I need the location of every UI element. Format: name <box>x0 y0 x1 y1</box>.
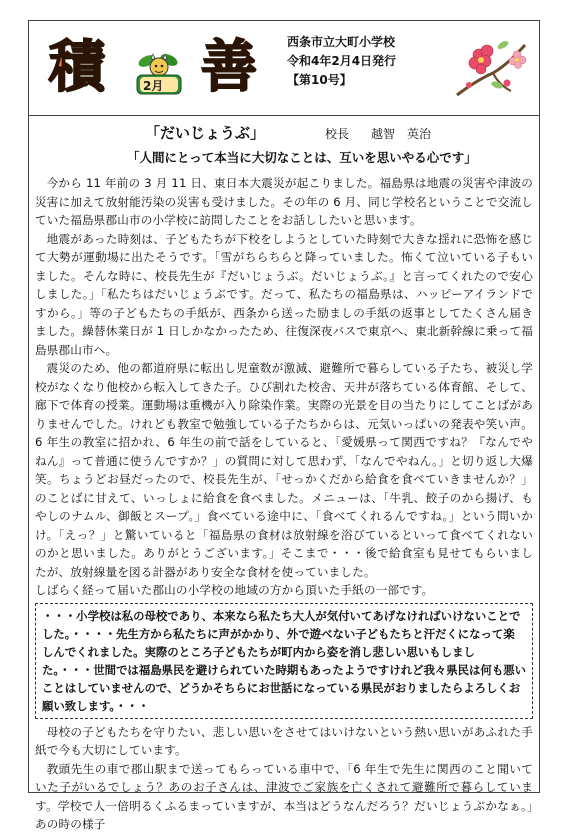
author-name: 越智 英治 <box>371 127 432 141</box>
issue-date: 令和4年2月4日発行 <box>287 54 397 68</box>
masthead <box>29 21 279 115</box>
paragraph: 母校の子どもたちを守りたい、悲しい思いをさせてはいけないという熱い思いがあふれた手紙で今も大切にしています。 <box>35 724 533 757</box>
article-author <box>325 125 453 142</box>
paragraph: 地震があった時刻は、子どもたちが下校をしようとしていた時刻で大きな揺れに恐怖を感じて大勢が運動場に出たそうです。「雪がちらちらと降っていました。怖くて泣いている子もいました。そんな時に、校長先生が『だいじょうぶ。だいじょうぶ。』と言ってくれたので安心しました。」「私たちはだいじょうぶです。だって、私たちの福島県は、ハッピーアイランドですから。」等の子どもたちの手紙が、西条から送った励ましの手紙の返事としてたくさん届きました。繰替休業日が 1 日しかなかったため、往復深夜バスで東京へ、東北新幹線に乗って福島県郡山市へ。 <box>35 231 533 357</box>
issue-number: 【第10号】 <box>287 73 352 87</box>
school-name: 西条市立大町小学校 <box>287 35 396 49</box>
newsletter-header <box>28 20 540 116</box>
article-subtitle: 「人間にとって本当に大切なことは、互いを思いやる心です」 <box>127 150 477 165</box>
article-title: 「だいじょうぶ」 <box>145 124 266 142</box>
paragraph: 今から 11 年前の 3 月 11 日、東日本大震災が起こりました。福島県は地震の災害や津波の災害に加えて放射能汚染の災害も受けました。その年の 6 月、同じ学校名ということで交流していた福島県郡山市の小学校に訪問したことをお話ししたいと思います。 <box>35 176 533 227</box>
principal-message <box>28 116 540 831</box>
masthead-kanji-right: 善 <box>201 34 257 100</box>
badge-month-label: 2月 <box>143 79 164 93</box>
paragraph: しばらく経って届いた郡山の小学校の地域の方から頂いた手紙の一部です。 <box>35 583 434 597</box>
letter-excerpt: ・・・小学校は私の母校であり、本来なら私たち大人が気付いてあげなければいけないことでした。・・・・先生方から私たちに声がかかり、外で遊べない子どもたちと汗だくになって楽しんでくれました。実際のところ子どもたちが町内から姿を消し悲しい思いもしました。・・・世間では福島県民を避けられていた時期もあったようですけれど我々県民は何も悪いことはしていませんので、どうかそちらにお世話になっている県民がおりましたらよろしくお願い致します。・・・ <box>35 603 533 719</box>
author-role: 校長 <box>325 127 350 141</box>
issue-info <box>287 33 447 90</box>
masthead-kanji-left: 積 <box>49 34 105 100</box>
paragraph: 震災のため、他の都道府県に転出し児童数が激減、避難所で暮らしている子たち、被災し学校がなくなり他校から転入してきた子。ひび割れた校舎、天井が落ちている体育館、そして、廊下で体育の授業。運動場は重機が入り除染作業。実際の光景を目の当たりにしてことばがありませんでした。けれども教室で勉強している子たちからは、元気いっぱいの発表や笑い声。6 年生の教室に招かれ、6 年生の前で話をしていると、「愛媛県って関西ですね？『なんでやねん』って普通に使うんですか？」の質問に対して思わず、「なんでやねん。」と切り返し大爆笑。ちょうどお昼だったので、校長先生が、「せっかくだから給食を食べていきませんか？」のことばに甘えて、いっしょに給食を食べました。メニューは、「牛乳、餃子のから揚げ、もやしのナムル、御飯とスープ。」食べている途中に、「食べてくれるんですね。」という問いかけ。「えっ？」と驚いていると「福島県の食材は放射線を浴びているといって食べてくれないのかと思いました。ありがとうございます。」そこまで・・・後で給食室も見せてもらいましたが、放射線量を図る計器があり安全な食材を使っていました。 <box>35 361 533 579</box>
paragraph: 教頭先生の車で郡山駅まで送ってもらっている車中で、「6 年生で先生に関西のこと聞いていた子がいるでしょう？あのお子さんは、津波でご家族を亡くされて避難所で暮らしています。学校で人一倍明るくふるまっていますが、本当はどうなんだろう？だいじょうぶかなぁ。」あの時の様子 <box>35 761 533 831</box>
mascot-month-badge-icon <box>129 51 189 97</box>
plum-blossom-icon <box>447 25 537 111</box>
article-body <box>35 174 533 834</box>
